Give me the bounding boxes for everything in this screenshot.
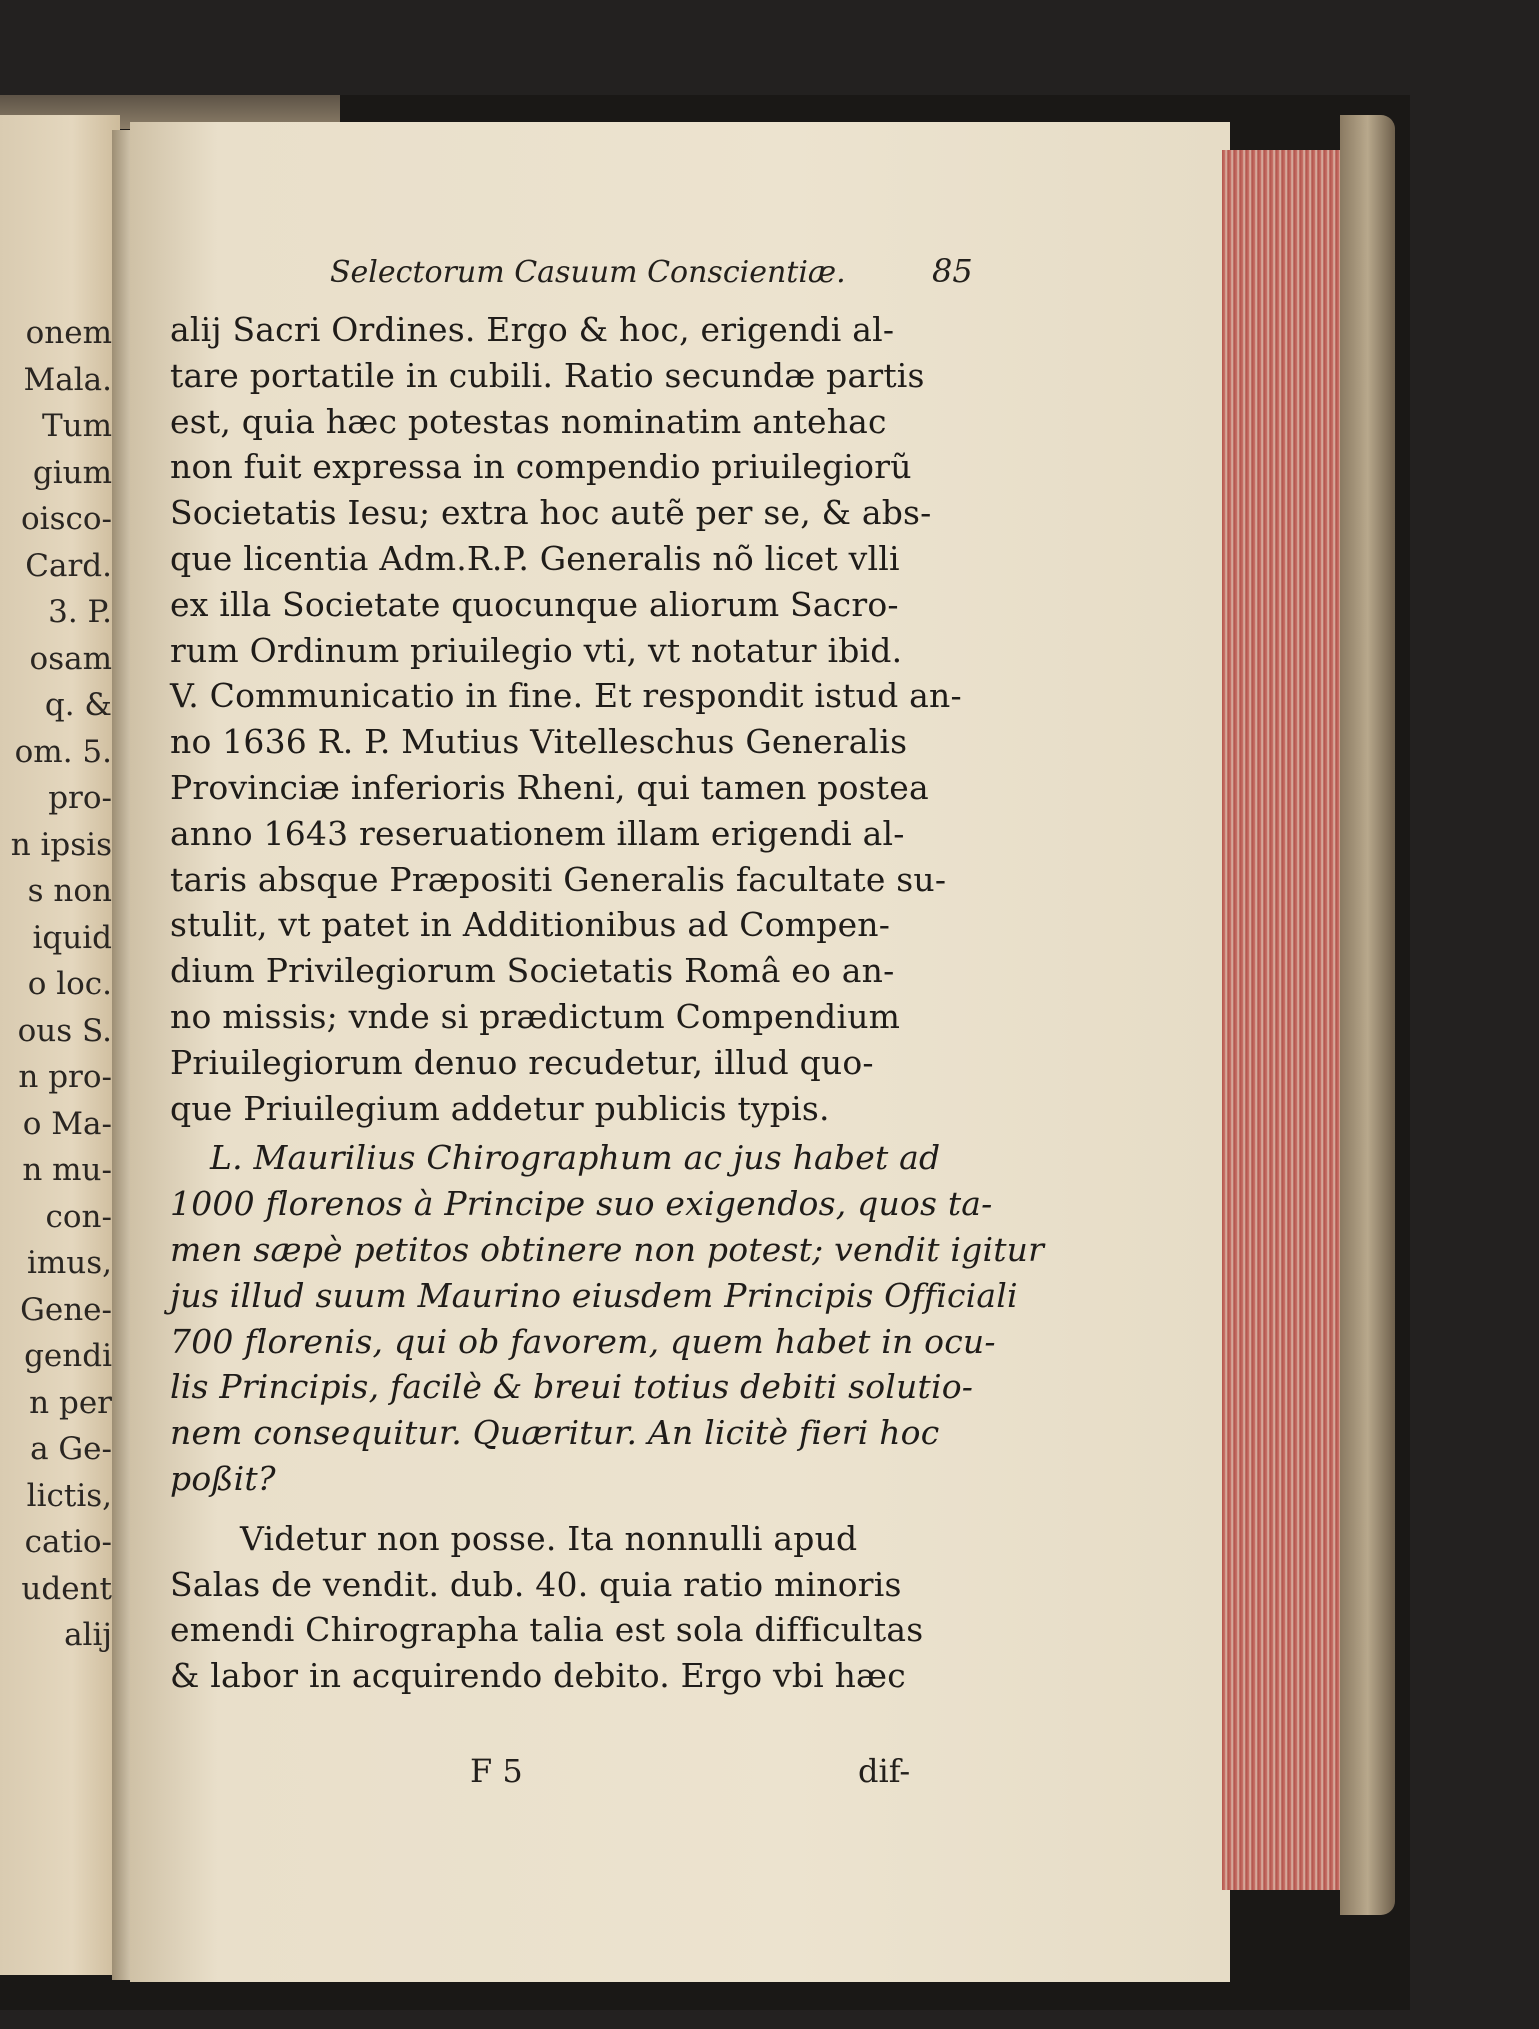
page-number: 85 (932, 252, 973, 290)
text-line: tare portatile in cubili. Ratio secundæ partis (170, 355, 925, 395)
text-line: taris absque Præpositi Generalis facultate su- (170, 859, 947, 899)
left-page-fragment: a Ge- (30, 1431, 112, 1467)
text-line: Provinciæ inferioris Rheni, qui tamen postea (170, 768, 929, 807)
text-line: men sæpè petitos obtinere non potest; vendit igitur (170, 1230, 1045, 1269)
text-line: non fuit expressa in compendio priuilegiorũ (170, 447, 912, 487)
text-line: que licentia Adm.R.P. Generalis nõ licet vlli (170, 539, 900, 578)
left-page-fragment: n mu- (22, 1152, 112, 1188)
left-page-fragment: pro- (48, 780, 112, 816)
book-cover (1340, 115, 1395, 1915)
left-page-fragment: n per (29, 1384, 112, 1421)
left-page-fragment: Gene- (20, 1291, 112, 1328)
left-page-fragment: Mala. (23, 361, 112, 398)
text-line: anno 1643 reseruationem illam erigendi al- (170, 813, 905, 853)
left-page-fragment: con- (45, 1198, 112, 1235)
left-page-fragment: lictis, (26, 1477, 112, 1514)
text-line: Societatis Iesu; extra hoc autẽ per se, & abs- (170, 493, 932, 533)
left-page-fragment: ous S. (17, 1012, 112, 1049)
left-page-fragment: imus, (26, 1245, 112, 1281)
left-page-fragment: catio- (24, 1524, 112, 1560)
text-line: Priuilegiorum denuo recudetur, illud quo- (170, 1042, 874, 1082)
text-line: nem consequitur. Quæritur. An licitè fieri hoc (170, 1413, 940, 1453)
running-header: Selectorum Casuum Conscientiæ. (330, 255, 846, 290)
left-page-fragment: udent (21, 1570, 112, 1607)
left-page-fragment: oisco- (21, 501, 112, 537)
left-page-fragment: gendi (24, 1338, 112, 1374)
left-page-fragment: om. 5. (14, 733, 112, 770)
left-page-fragment: 3. P. (48, 594, 112, 630)
text-line: 700 florenis, qui ob favorem, quem habet in ocu- (170, 1321, 996, 1361)
text-line: poßit? (170, 1459, 276, 1498)
text-line: Salas de vendit. dub. 40. quia ratio minoris (170, 1564, 902, 1604)
catchword: dif- (858, 1752, 911, 1790)
text-line: est, quia hæc potestas nominatim antehac (170, 401, 887, 441)
text-line: V. Communicatio in fine. Et respondit istud an- (170, 676, 962, 716)
text-line: ex illa Societate quocunque aliorum Sacro- (170, 584, 899, 624)
text-line: dium Privilegiorum Societatis Româ eo an- (170, 951, 895, 991)
text-line: L. Maurilius Chirographum ac jus habet ad (210, 1138, 941, 1178)
left-page (0, 115, 120, 1975)
text-line: lis Principis, facilè & breui totius debiti solutio- (170, 1367, 974, 1407)
text-line: 1000 florenos à Principe suo exigendos, quos ta- (170, 1184, 993, 1224)
left-page-fragment: onem (25, 315, 112, 351)
text-line: que Priuilegium addetur publicis typis. (170, 1088, 830, 1128)
left-page-fragment: q. & (44, 687, 112, 723)
signature-mark: F 5 (470, 1752, 523, 1790)
left-page-fragment: osam (29, 640, 112, 677)
text-line: stulit, vt patet in Additionibus ad Compen- (170, 905, 891, 945)
text-line: jus illud suum Maurino eiusdem Principis Officiali (170, 1275, 1018, 1315)
text-line: emendi Chirographa talia est sola difficultas (170, 1610, 924, 1650)
text-line: Videtur non posse. Ita nonnulli apud (240, 1518, 858, 1558)
left-page-fragment: o Ma- (22, 1105, 112, 1142)
left-page-fragment: iquid (32, 919, 112, 956)
text-line: rum Ordinum priuilegio vti, vt notatur ibid. (170, 630, 903, 670)
left-page-fragment: gium (32, 454, 112, 491)
text-line: & labor in acquirendo debito. Ergo vbi hæc (170, 1656, 906, 1696)
text-line: alij Sacri Ordines. Ergo & hoc, erigendi al- (170, 310, 895, 349)
text-line: no missis; vnde si prædictum Compendium (170, 997, 901, 1036)
left-page-fragment: s non (27, 873, 112, 909)
left-page-fragment: o loc. (27, 966, 112, 1002)
left-page-fragment: Card. (25, 547, 112, 584)
page-edges (1222, 150, 1352, 1890)
left-page-fragment: n ipsis (10, 826, 112, 863)
text-line: no 1636 R. P. Mutius Vitelleschus Generalis (170, 722, 908, 762)
left-page-fragment: alij (64, 1617, 112, 1653)
left-page-fragment: Tum (41, 408, 112, 444)
left-page-fragment: n pro- (18, 1059, 112, 1095)
